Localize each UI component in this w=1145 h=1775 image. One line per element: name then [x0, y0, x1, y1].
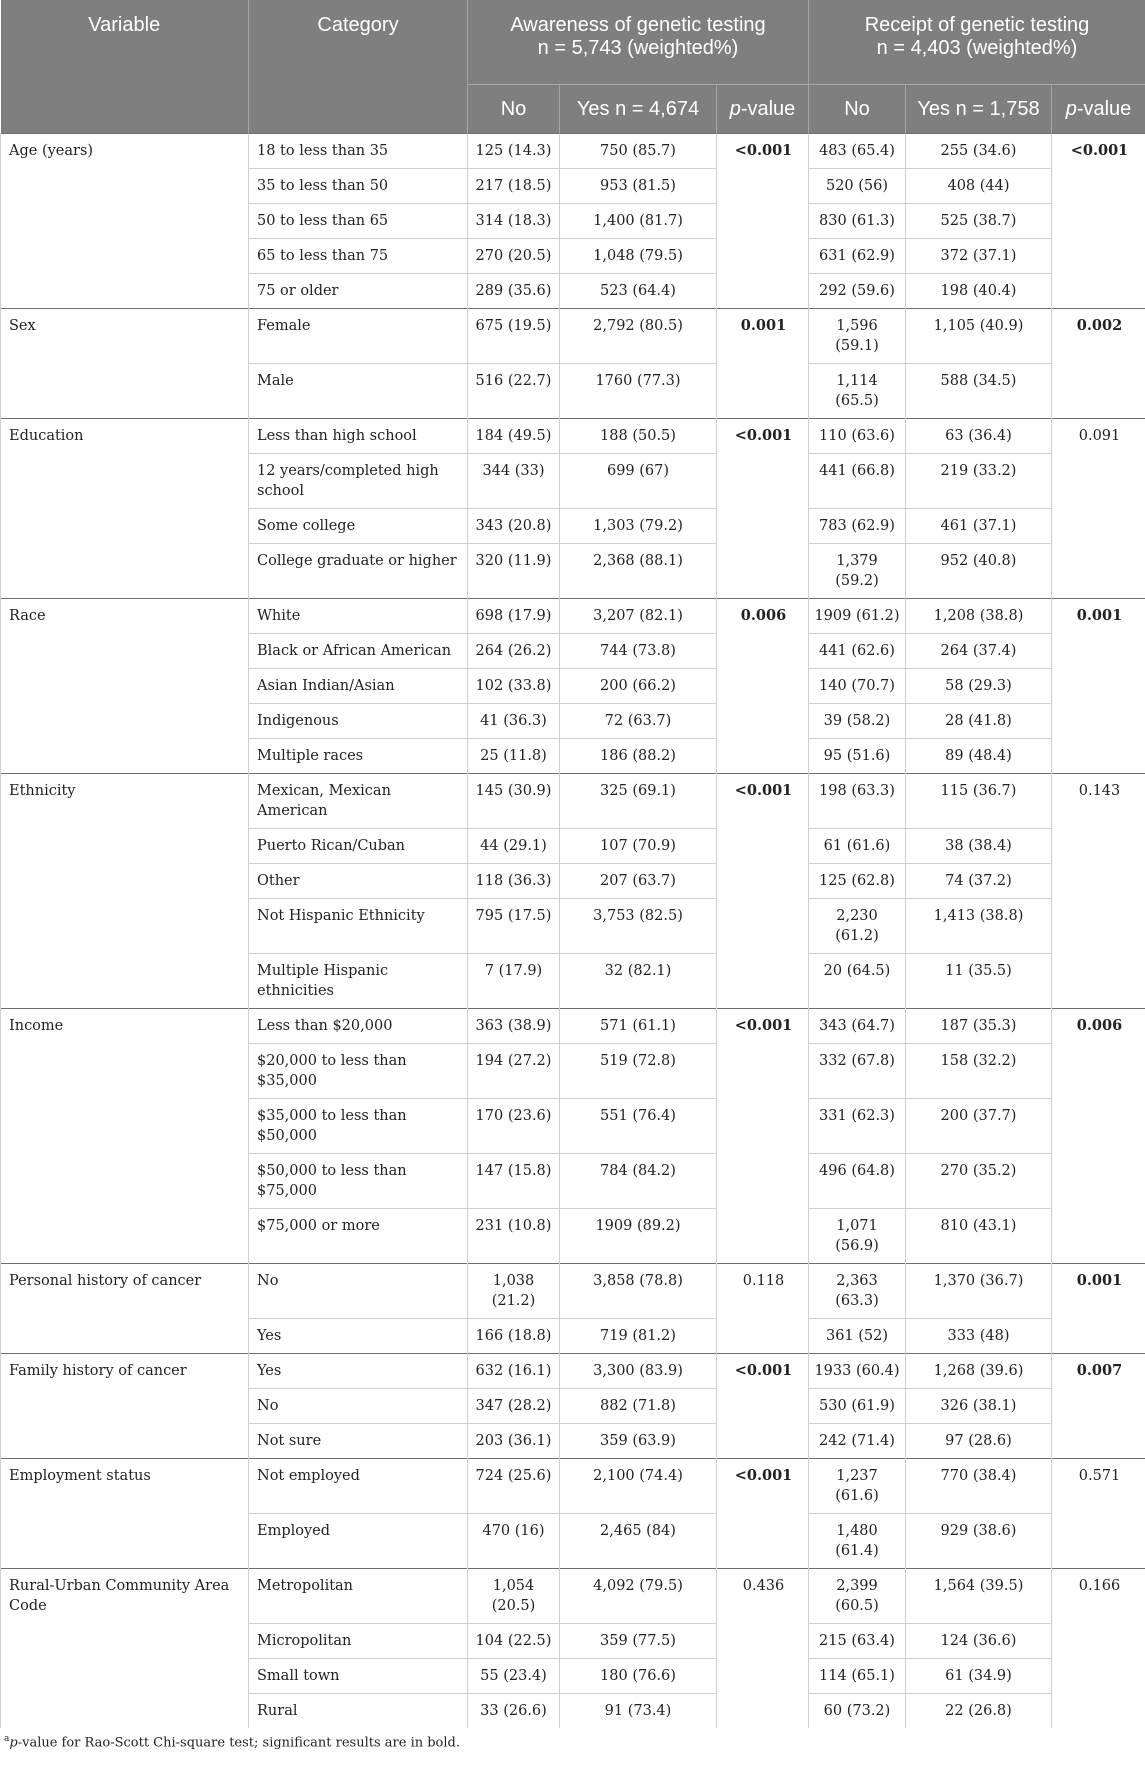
awareness-no-cell: 7 (17.9) — [468, 954, 560, 1009]
category-cell: Not sure — [249, 1424, 468, 1459]
receipt-yes-cell: 58 (29.3) — [906, 669, 1052, 704]
awareness-yes-cell: 188 (50.5) — [560, 419, 717, 454]
receipt-no-cell: 110 (63.6) — [809, 419, 906, 454]
receipt-no-cell: 1,379 (59.2) — [809, 544, 906, 599]
receipt-no-cell: 1,237 (61.6) — [809, 1459, 906, 1514]
awareness-yes-cell: 72 (63.7) — [560, 704, 717, 739]
receipt-no-cell: 242 (71.4) — [809, 1424, 906, 1459]
awareness-no-cell: 194 (27.2) — [468, 1044, 560, 1099]
receipt-yes-cell: 89 (48.4) — [906, 739, 1052, 774]
category-cell: Male — [249, 364, 468, 419]
awareness-pvalue-cell: <0.001 — [717, 1009, 809, 1264]
footnote-text: -value for Rao-Scott Chi-square test; significant results are in bold. — [17, 1735, 460, 1751]
receipt-no-cell: 292 (59.6) — [809, 274, 906, 309]
receipt-no-cell: 361 (52) — [809, 1319, 906, 1354]
table-footnote — [0, 1728, 1145, 1756]
awareness-no-cell: 516 (22.7) — [468, 364, 560, 419]
receipt-no-cell: 198 (63.3) — [809, 774, 906, 829]
receipt-yes-cell: 198 (40.4) — [906, 274, 1052, 309]
receipt-yes-cell: 63 (36.4) — [906, 419, 1052, 454]
category-cell: 75 or older — [249, 274, 468, 309]
awareness-yes-cell: 186 (88.2) — [560, 739, 717, 774]
category-cell: Mexican, Mexican American — [249, 774, 468, 829]
header-aw-yes: Yes n = 4,674 — [560, 85, 717, 134]
header-rc-pvalue — [1052, 85, 1145, 134]
category-cell: Black or African American — [249, 634, 468, 669]
category-cell: College graduate or higher — [249, 544, 468, 599]
category-cell: 18 to less than 35 — [249, 134, 468, 169]
awareness-yes-cell: 2,792 (80.5) — [560, 309, 717, 364]
receipt-no-cell: 215 (63.4) — [809, 1624, 906, 1659]
receipt-yes-cell: 124 (36.6) — [906, 1624, 1052, 1659]
receipt-no-cell: 2,363 (63.3) — [809, 1264, 906, 1319]
awareness-no-cell: 675 (19.5) — [468, 309, 560, 364]
awareness-pvalue-cell: 0.436 — [717, 1569, 809, 1729]
receipt-no-cell: 60 (73.2) — [809, 1694, 906, 1729]
category-cell: Micropolitan — [249, 1624, 468, 1659]
receipt-yes-cell: 200 (37.7) — [906, 1099, 1052, 1154]
receipt-no-cell: 1,596 (59.1) — [809, 309, 906, 364]
awareness-no-cell: 104 (22.5) — [468, 1624, 560, 1659]
category-cell: $50,000 to less than $75,000 — [249, 1154, 468, 1209]
header-aw-p-italic: p — [729, 97, 741, 120]
awareness-yes-cell: 1909 (89.2) — [560, 1209, 717, 1264]
category-cell: Less than $20,000 — [249, 1009, 468, 1044]
receipt-yes-cell: 97 (28.6) — [906, 1424, 1052, 1459]
receipt-yes-cell: 28 (41.8) — [906, 704, 1052, 739]
awareness-pvalue-cell: <0.001 — [717, 134, 809, 309]
header-rc-no: No — [809, 85, 906, 134]
awareness-no-cell: 170 (23.6) — [468, 1099, 560, 1154]
receipt-no-cell: 441 (66.8) — [809, 454, 906, 509]
category-cell: Metropolitan — [249, 1569, 468, 1624]
awareness-yes-cell: 180 (76.6) — [560, 1659, 717, 1694]
awareness-no-cell: 270 (20.5) — [468, 239, 560, 274]
awareness-pvalue-cell: 0.001 — [717, 309, 809, 419]
receipt-no-cell: 2,399 (60.5) — [809, 1569, 906, 1624]
awareness-no-cell: 33 (26.6) — [468, 1694, 560, 1729]
awareness-pvalue-cell: <0.001 — [717, 419, 809, 599]
awareness-no-cell: 147 (15.8) — [468, 1154, 560, 1209]
receipt-no-cell: 95 (51.6) — [809, 739, 906, 774]
awareness-pvalue-cell: <0.001 — [717, 1354, 809, 1459]
variable-cell: Age (years) — [1, 134, 249, 309]
receipt-yes-cell: 270 (35.2) — [906, 1154, 1052, 1209]
header-aw-p-suffix: -value — [740, 97, 796, 120]
receipt-pvalue-cell: 0.571 — [1052, 1459, 1145, 1569]
variable-cell: Ethnicity — [1, 774, 249, 1009]
receipt-no-cell: 114 (65.1) — [809, 1659, 906, 1694]
header-rc-yes: Yes n = 1,758 — [906, 85, 1052, 134]
receipt-no-cell: 39 (58.2) — [809, 704, 906, 739]
receipt-pvalue-cell: 0.143 — [1052, 774, 1145, 1009]
awareness-yes-cell: 750 (85.7) — [560, 134, 717, 169]
awareness-no-cell: 289 (35.6) — [468, 274, 560, 309]
receipt-yes-cell: 372 (37.1) — [906, 239, 1052, 274]
header-variable: Variable — [1, 0, 249, 134]
receipt-no-cell: 331 (62.3) — [809, 1099, 906, 1154]
receipt-yes-cell: 22 (26.8) — [906, 1694, 1052, 1729]
awareness-yes-cell: 744 (73.8) — [560, 634, 717, 669]
receipt-pvalue-cell: 0.091 — [1052, 419, 1145, 599]
table-row — [1, 774, 1145, 829]
table-row — [1, 1459, 1145, 1514]
category-cell: 12 years/completed high school — [249, 454, 468, 509]
receipt-yes-cell: 1,413 (38.8) — [906, 899, 1052, 954]
receipt-no-cell: 343 (64.7) — [809, 1009, 906, 1044]
awareness-yes-cell: 1,303 (79.2) — [560, 509, 717, 544]
header-awareness-n: n = 5,743 (weighted%) — [537, 37, 739, 59]
awareness-no-cell: 44 (29.1) — [468, 829, 560, 864]
category-cell: Employed — [249, 1514, 468, 1569]
category-cell: Multiple Hispanic ethnicities — [249, 954, 468, 1009]
receipt-no-cell: 1909 (61.2) — [809, 599, 906, 634]
awareness-yes-cell: 359 (63.9) — [560, 1424, 717, 1459]
awareness-no-cell: 125 (14.3) — [468, 134, 560, 169]
awareness-no-cell: 203 (36.1) — [468, 1424, 560, 1459]
receipt-yes-cell: 74 (37.2) — [906, 864, 1052, 899]
variable-cell: Rural-Urban Community Area Code — [1, 1569, 249, 1729]
receipt-no-cell: 441 (62.6) — [809, 634, 906, 669]
awareness-no-cell: 1,038 (21.2) — [468, 1264, 560, 1319]
table-row — [1, 309, 1145, 364]
awareness-yes-cell: 4,092 (79.5) — [560, 1569, 717, 1624]
category-cell: No — [249, 1389, 468, 1424]
receipt-pvalue-cell: 0.002 — [1052, 309, 1145, 419]
awareness-pvalue-cell: <0.001 — [717, 1459, 809, 1569]
awareness-no-cell: 41 (36.3) — [468, 704, 560, 739]
receipt-yes-cell: 115 (36.7) — [906, 774, 1052, 829]
awareness-no-cell: 184 (49.5) — [468, 419, 560, 454]
category-cell: White — [249, 599, 468, 634]
category-cell: Female — [249, 309, 468, 364]
awareness-no-cell: 166 (18.8) — [468, 1319, 560, 1354]
variable-cell: Race — [1, 599, 249, 774]
awareness-pvalue-cell: 0.118 — [717, 1264, 809, 1354]
category-cell: 65 to less than 75 — [249, 239, 468, 274]
header-receipt-n: n = 4,403 (weighted%) — [876, 37, 1078, 59]
receipt-no-cell: 1,071 (56.9) — [809, 1209, 906, 1264]
awareness-no-cell: 347 (28.2) — [468, 1389, 560, 1424]
awareness-yes-cell: 325 (69.1) — [560, 774, 717, 829]
awareness-no-cell: 795 (17.5) — [468, 899, 560, 954]
header-receipt — [809, 0, 1145, 85]
table-row — [1, 134, 1145, 169]
awareness-pvalue-cell: <0.001 — [717, 774, 809, 1009]
category-cell: Puerto Rican/Cuban — [249, 829, 468, 864]
receipt-yes-cell: 588 (34.5) — [906, 364, 1052, 419]
awareness-no-cell: 264 (26.2) — [468, 634, 560, 669]
awareness-yes-cell: 200 (66.2) — [560, 669, 717, 704]
category-cell: $75,000 or more — [249, 1209, 468, 1264]
receipt-no-cell: 496 (64.8) — [809, 1154, 906, 1209]
awareness-yes-cell: 2,465 (84) — [560, 1514, 717, 1569]
receipt-yes-cell: 1,105 (40.9) — [906, 309, 1052, 364]
awareness-no-cell: 344 (33) — [468, 454, 560, 509]
receipt-no-cell: 483 (65.4) — [809, 134, 906, 169]
variable-cell: Employment status — [1, 1459, 249, 1569]
awareness-no-cell: 724 (25.6) — [468, 1459, 560, 1514]
receipt-yes-cell: 952 (40.8) — [906, 544, 1052, 599]
header-rc-p-italic: p — [1065, 97, 1077, 120]
receipt-no-cell: 783 (62.9) — [809, 509, 906, 544]
awareness-yes-cell: 571 (61.1) — [560, 1009, 717, 1044]
receipt-yes-cell: 525 (38.7) — [906, 204, 1052, 239]
receipt-no-cell: 61 (61.6) — [809, 829, 906, 864]
awareness-no-cell: 217 (18.5) — [468, 169, 560, 204]
awareness-yes-cell: 91 (73.4) — [560, 1694, 717, 1729]
footnote-marker: a — [4, 1734, 10, 1744]
receipt-no-cell: 530 (61.9) — [809, 1389, 906, 1424]
category-cell: Yes — [249, 1319, 468, 1354]
receipt-no-cell: 140 (70.7) — [809, 669, 906, 704]
header-aw-pvalue — [717, 85, 809, 134]
awareness-no-cell: 363 (38.9) — [468, 1009, 560, 1044]
receipt-no-cell: 1,114 (65.5) — [809, 364, 906, 419]
receipt-no-cell: 125 (62.8) — [809, 864, 906, 899]
receipt-yes-cell: 61 (34.9) — [906, 1659, 1052, 1694]
receipt-no-cell: 20 (64.5) — [809, 954, 906, 1009]
receipt-no-cell: 2,230 (61.2) — [809, 899, 906, 954]
variable-cell: Personal history of cancer — [1, 1264, 249, 1354]
awareness-yes-cell: 699 (67) — [560, 454, 717, 509]
table-row — [1, 419, 1145, 454]
awareness-yes-cell: 3,207 (82.1) — [560, 599, 717, 634]
awareness-yes-cell: 32 (82.1) — [560, 954, 717, 1009]
awareness-yes-cell: 882 (71.8) — [560, 1389, 717, 1424]
table-row — [1, 1264, 1145, 1319]
awareness-yes-cell: 3,300 (83.9) — [560, 1354, 717, 1389]
receipt-yes-cell: 255 (34.6) — [906, 134, 1052, 169]
receipt-yes-cell: 1,370 (36.7) — [906, 1264, 1052, 1319]
awareness-no-cell: 320 (11.9) — [468, 544, 560, 599]
footnote-p: p — [9, 1735, 18, 1751]
awareness-no-cell: 343 (20.8) — [468, 509, 560, 544]
header-awareness — [468, 0, 809, 85]
awareness-pvalue-cell: 0.006 — [717, 599, 809, 774]
receipt-yes-cell: 219 (33.2) — [906, 454, 1052, 509]
awareness-no-cell: 698 (17.9) — [468, 599, 560, 634]
category-cell: Indigenous — [249, 704, 468, 739]
awareness-yes-cell: 107 (70.9) — [560, 829, 717, 864]
category-cell: Yes — [249, 1354, 468, 1389]
header-receipt-title: Receipt of genetic testing — [864, 14, 1090, 36]
header-aw-no: No — [468, 85, 560, 134]
variable-cell: Income — [1, 1009, 249, 1264]
awareness-yes-cell: 953 (81.5) — [560, 169, 717, 204]
receipt-yes-cell: 158 (32.2) — [906, 1044, 1052, 1099]
receipt-yes-cell: 770 (38.4) — [906, 1459, 1052, 1514]
category-cell: $35,000 to less than $50,000 — [249, 1099, 468, 1154]
awareness-no-cell: 1,054 (20.5) — [468, 1569, 560, 1624]
receipt-yes-cell: 187 (35.3) — [906, 1009, 1052, 1044]
awareness-yes-cell: 1760 (77.3) — [560, 364, 717, 419]
receipt-no-cell: 1933 (60.4) — [809, 1354, 906, 1389]
category-cell: Other — [249, 864, 468, 899]
category-cell: Not Hispanic Ethnicity — [249, 899, 468, 954]
receipt-no-cell: 520 (56) — [809, 169, 906, 204]
table-body — [1, 134, 1145, 1729]
receipt-yes-cell: 264 (37.4) — [906, 634, 1052, 669]
receipt-yes-cell: 408 (44) — [906, 169, 1052, 204]
category-cell: No — [249, 1264, 468, 1319]
table-row — [1, 1009, 1145, 1044]
receipt-yes-cell: 333 (48) — [906, 1319, 1052, 1354]
category-cell: Some college — [249, 509, 468, 544]
awareness-yes-cell: 3,753 (82.5) — [560, 899, 717, 954]
receipt-yes-cell: 929 (38.6) — [906, 1514, 1052, 1569]
category-cell: 35 to less than 50 — [249, 169, 468, 204]
category-cell: Rural — [249, 1694, 468, 1729]
variable-cell: Family history of cancer — [1, 1354, 249, 1459]
table-row — [1, 1354, 1145, 1389]
awareness-yes-cell: 1,048 (79.5) — [560, 239, 717, 274]
receipt-no-cell: 631 (62.9) — [809, 239, 906, 274]
header-category: Category — [249, 0, 468, 134]
receipt-pvalue-cell: 0.006 — [1052, 1009, 1145, 1264]
awareness-no-cell: 118 (36.3) — [468, 864, 560, 899]
category-cell: $20,000 to less than $35,000 — [249, 1044, 468, 1099]
awareness-no-cell: 25 (11.8) — [468, 739, 560, 774]
category-cell: Not employed — [249, 1459, 468, 1514]
receipt-yes-cell: 11 (35.5) — [906, 954, 1052, 1009]
receipt-pvalue-cell: 0.001 — [1052, 599, 1145, 774]
awareness-no-cell: 231 (10.8) — [468, 1209, 560, 1264]
receipt-yes-cell: 1,208 (38.8) — [906, 599, 1052, 634]
receipt-yes-cell: 38 (38.4) — [906, 829, 1052, 864]
table-row — [1, 1569, 1145, 1624]
receipt-no-cell: 830 (61.3) — [809, 204, 906, 239]
category-cell: Multiple races — [249, 739, 468, 774]
category-cell: 50 to less than 65 — [249, 204, 468, 239]
awareness-no-cell: 632 (16.1) — [468, 1354, 560, 1389]
awareness-yes-cell: 3,858 (78.8) — [560, 1264, 717, 1319]
awareness-no-cell: 102 (33.8) — [468, 669, 560, 704]
receipt-yes-cell: 461 (37.1) — [906, 509, 1052, 544]
receipt-yes-cell: 810 (43.1) — [906, 1209, 1052, 1264]
receipt-yes-cell: 326 (38.1) — [906, 1389, 1052, 1424]
receipt-pvalue-cell: 0.001 — [1052, 1264, 1145, 1354]
awareness-yes-cell: 719 (81.2) — [560, 1319, 717, 1354]
header-awareness-title: Awareness of genetic testing — [510, 14, 766, 36]
receipt-no-cell: 1,480 (61.4) — [809, 1514, 906, 1569]
awareness-yes-cell: 207 (63.7) — [560, 864, 717, 899]
table-row — [1, 599, 1145, 634]
receipt-pvalue-cell: 0.007 — [1052, 1354, 1145, 1459]
awareness-yes-cell: 784 (84.2) — [560, 1154, 717, 1209]
receipt-pvalue-cell: <0.001 — [1052, 134, 1145, 309]
category-cell: Less than high school — [249, 419, 468, 454]
awareness-yes-cell: 2,100 (74.4) — [560, 1459, 717, 1514]
variable-cell: Education — [1, 419, 249, 599]
receipt-yes-cell: 1,268 (39.6) — [906, 1354, 1052, 1389]
variable-cell: Sex — [1, 309, 249, 419]
category-cell: Asian Indian/Asian — [249, 669, 468, 704]
awareness-no-cell: 55 (23.4) — [468, 1659, 560, 1694]
receipt-yes-cell: 1,564 (39.5) — [906, 1569, 1052, 1624]
awareness-yes-cell: 359 (77.5) — [560, 1624, 717, 1659]
awareness-yes-cell: 2,368 (88.1) — [560, 544, 717, 599]
category-cell: Small town — [249, 1659, 468, 1694]
awareness-yes-cell: 519 (72.8) — [560, 1044, 717, 1099]
awareness-no-cell: 314 (18.3) — [468, 204, 560, 239]
awareness-no-cell: 145 (30.9) — [468, 774, 560, 829]
awareness-yes-cell: 1,400 (81.7) — [560, 204, 717, 239]
receipt-no-cell: 332 (67.8) — [809, 1044, 906, 1099]
header-rc-p-suffix: -value — [1076, 97, 1132, 120]
awareness-no-cell: 470 (16) — [468, 1514, 560, 1569]
awareness-yes-cell: 551 (76.4) — [560, 1099, 717, 1154]
receipt-pvalue-cell: 0.166 — [1052, 1569, 1145, 1729]
awareness-yes-cell: 523 (64.4) — [560, 274, 717, 309]
